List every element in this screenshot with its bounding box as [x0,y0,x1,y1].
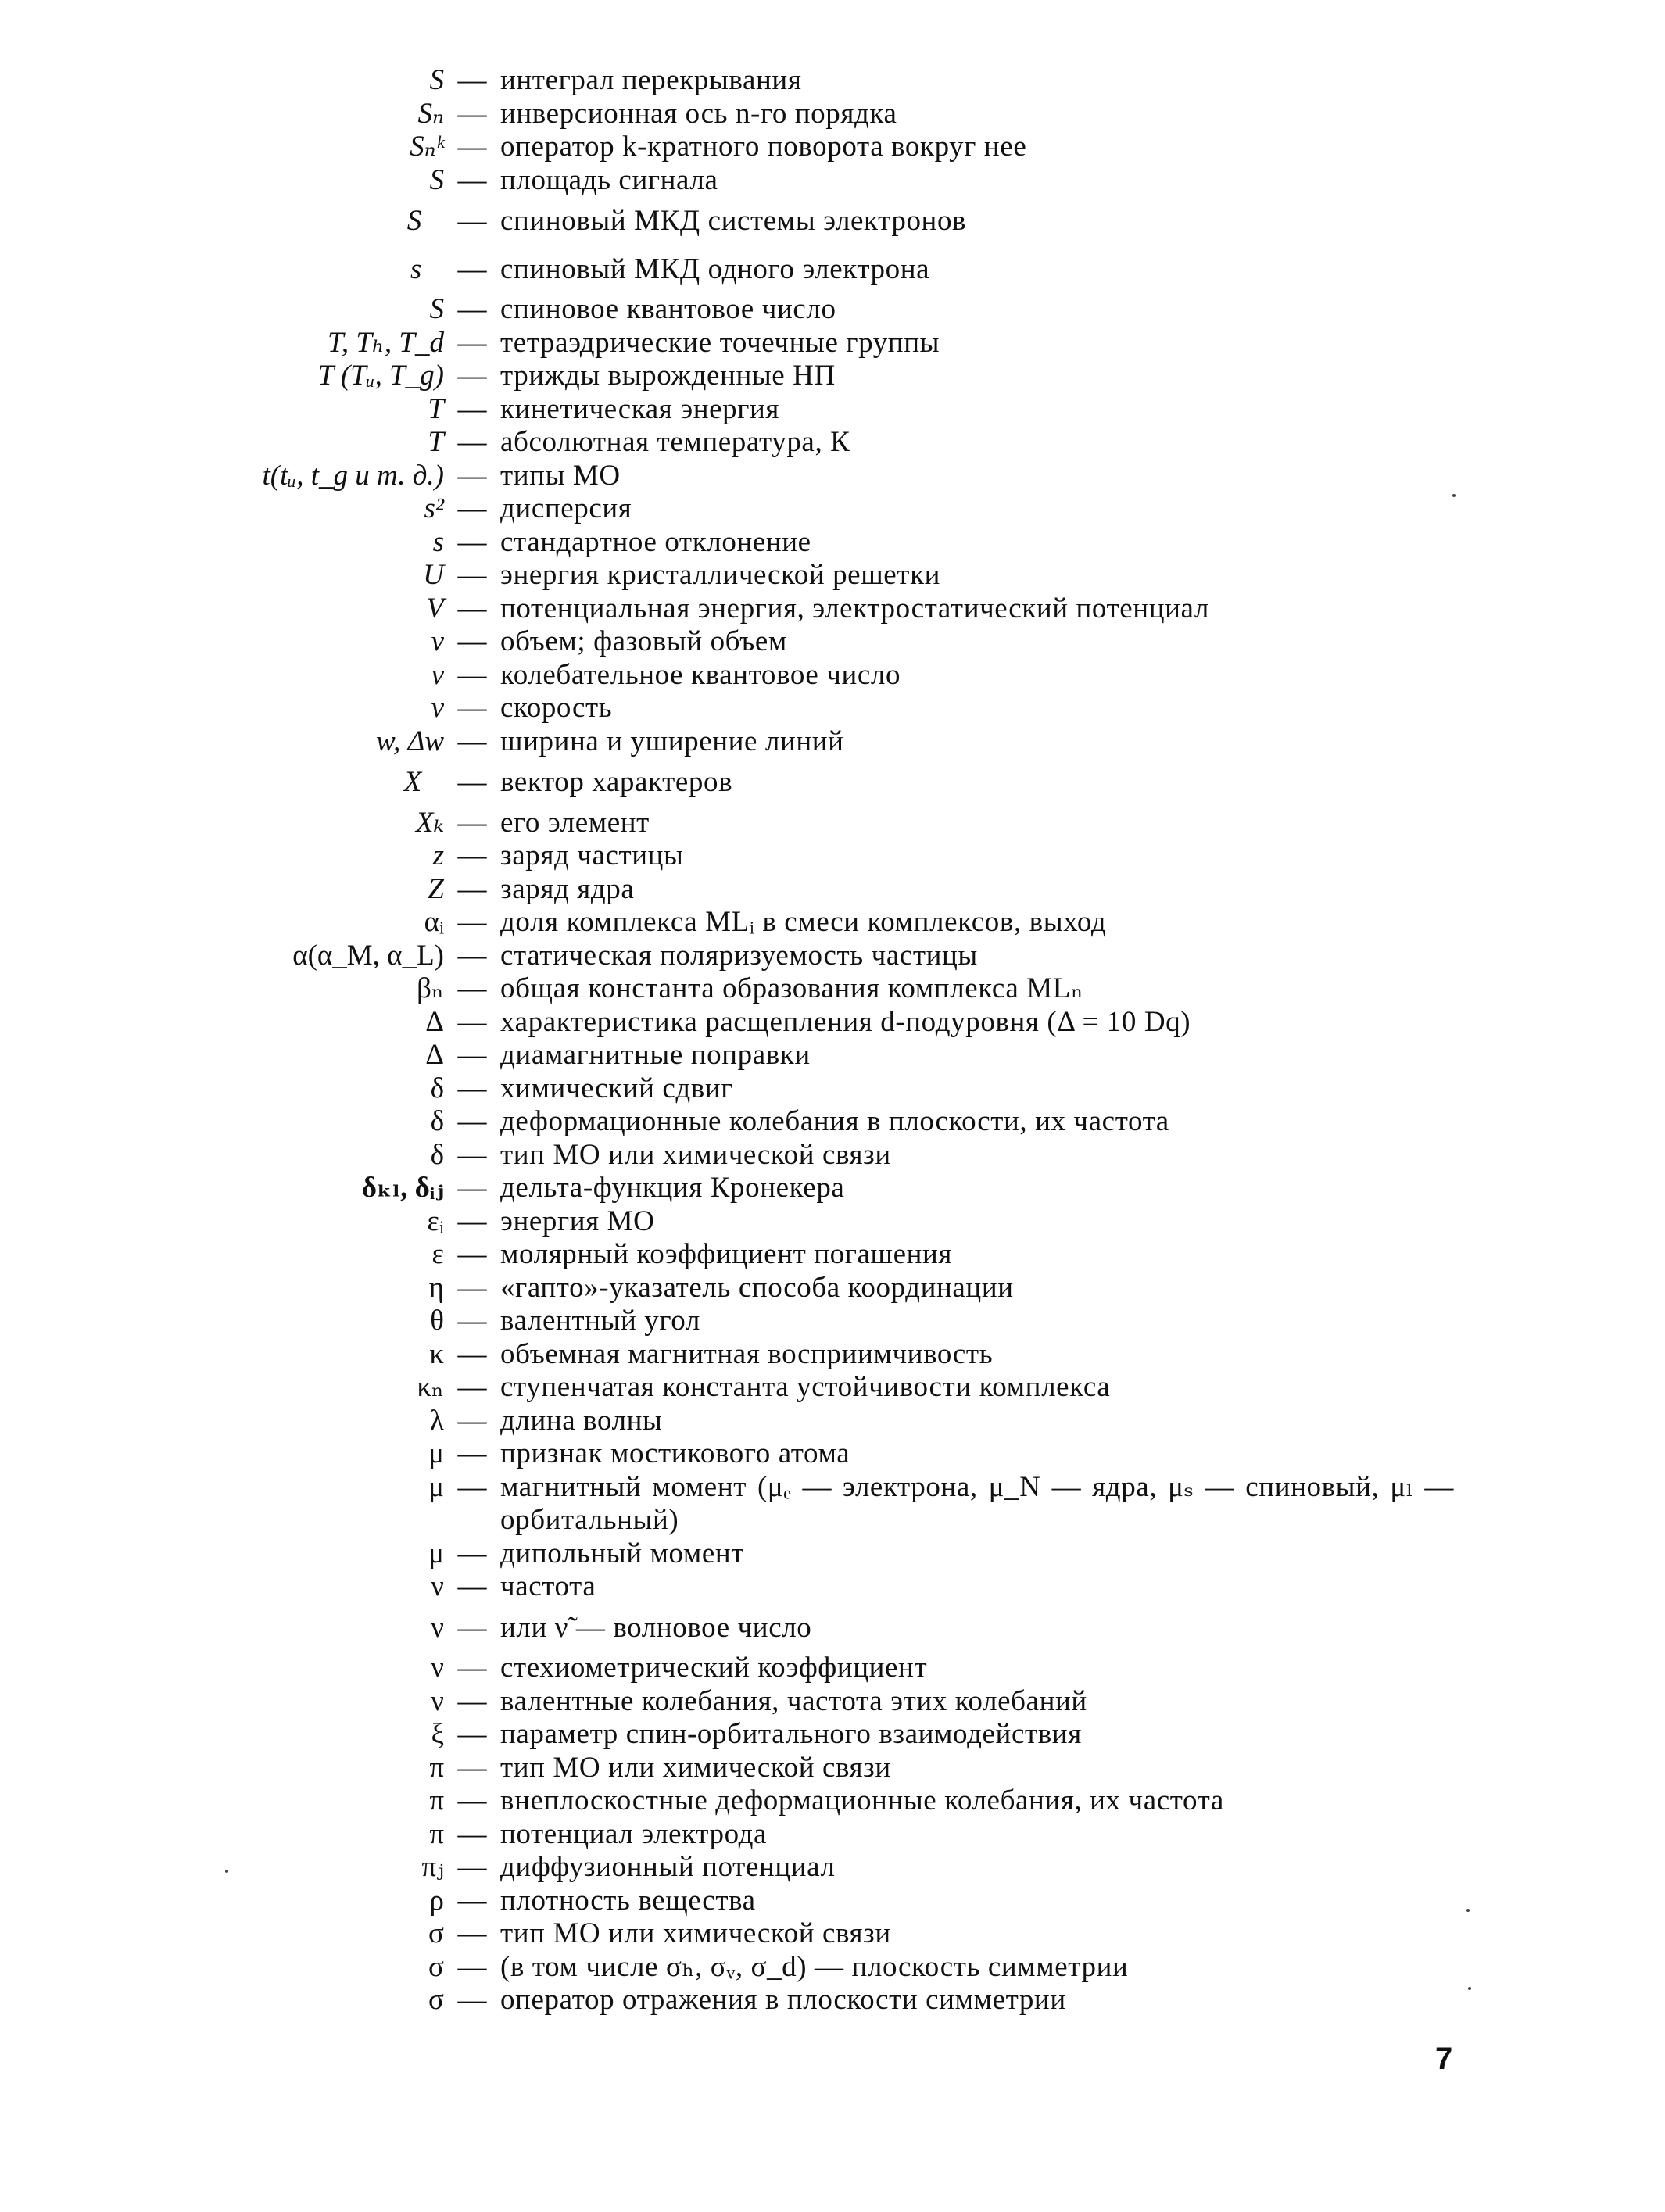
entry-symbol: π [429,1784,444,1816]
entry-symbol: S [429,64,444,96]
entry-description: энергия МО [500,1204,655,1237]
entry-description: объемная магнитная восприимчивость [500,1337,994,1370]
entry-symbol: ν [431,1652,444,1684]
entry-description: дипольный момент [500,1537,745,1570]
entry-symbol: σ [428,1950,444,1983]
entry-symbol: δ [430,1105,444,1137]
entry-description: площадь сигнала [500,163,718,196]
entry-row [0,426,1665,460]
entry-symbol: T, Tₕ, T_d [328,326,444,359]
entry-row [0,1139,1665,1172]
entry-description: статическая поляризуемость частицы [500,939,978,972]
entry-dash: — [457,205,487,237]
entry-dash: — [457,1537,487,1570]
entry-dash: — [457,872,487,905]
entry-description: потенциал электрода [500,1817,768,1850]
entry-dash: — [457,1950,487,1983]
entry-dash: — [457,1072,487,1104]
entry-symbol: δ [430,1138,444,1171]
entry-symbol: μ [428,1470,444,1503]
entry-row [0,1917,1665,1951]
entry-dash: — [457,1105,487,1137]
entry-row [0,1371,1665,1405]
entry-description: его элемент [500,806,650,839]
entry-description: интеграл перекрывания [500,64,802,96]
entry-row [0,492,1665,526]
page-number: 7 [1435,2042,1453,2076]
entry-symbol: μ [428,1437,444,1469]
entry-row [0,940,1665,973]
entry-dash: — [457,1884,487,1917]
entry-description: стехиометрический коэффициент [500,1652,928,1684]
entry-row [0,592,1665,626]
entry-symbol: θ [430,1305,444,1337]
entry-description: тип МО или химической связи [500,1751,891,1784]
entry-description: стандартное отклонение [500,525,811,558]
entry-dash: — [457,1005,487,1038]
entry-description: деформационные колебания в плоскости, их частота [500,1105,1169,1137]
entry-description: диффузионный потенциал [500,1851,836,1883]
entry-description: тип МО или химической связи [500,1917,891,1949]
entry-dash: — [457,1784,487,1816]
entry-symbol: Sₙ [417,97,444,130]
entry-dash: — [457,1817,487,1850]
entry-dash: — [457,459,487,492]
entry-dash: — [457,1684,487,1717]
entry-description: заряд частицы [500,839,684,872]
entry-symbol: s⃗ [410,252,444,285]
scan-speck [1466,1909,1470,1912]
entry-row [0,692,1665,725]
entry-dash: — [457,972,487,1004]
entry-dash: — [457,1305,487,1337]
entry-row [0,1884,1665,1918]
entry-description: признак мостикового атома [500,1437,850,1469]
scan-speck [225,1870,228,1873]
entry-row [0,245,1665,294]
entry-symbol: δₖₗ, δᵢⱼ [361,1172,444,1204]
entry-symbol: Sₙᵏ [410,131,444,163]
entry-symbol: π [429,1751,444,1784]
entry-description: энергия кристаллической решетки [500,559,941,591]
entry-description: ширина и уширение линий [500,725,844,757]
entry-symbol: X⃗ [403,766,444,798]
entry-symbol: Δ [425,1005,444,1038]
entry-row [0,1818,1665,1852]
entry-symbol: λ [430,1404,444,1437]
entry-description: колебательное квантовое число [500,658,901,691]
entry-description: длина волны [500,1404,663,1437]
entry-symbol: πⱼ [421,1851,444,1883]
entry-row [0,1537,1665,1571]
entry-symbol: ν [431,1570,444,1602]
entry-symbol: Xₖ [415,806,444,839]
entry-dash: — [457,1172,487,1204]
entry-dash: — [457,1238,487,1270]
entry-description: дельта-функция Кронекера [500,1172,845,1204]
entry-dash: — [457,658,487,691]
entry-dash: — [457,592,487,625]
entry-row [0,1305,1665,1338]
entry-dash: — [457,326,487,359]
entry-row [0,1984,1665,2017]
entry-row [0,1272,1665,1305]
entry-symbol: U [423,559,444,591]
entry-row [0,659,1665,693]
entry-symbol: V [426,592,444,625]
entry-dash: — [457,1371,487,1403]
entry-row [0,1718,1665,1752]
entry-symbol: δ [430,1072,444,1104]
entry-row [0,559,1665,592]
entry-symbol: S [429,293,444,325]
entry-row [0,1205,1665,1239]
entry-row [0,526,1665,560]
entry-symbol: S⃗ [406,205,444,237]
entry-row [0,1405,1665,1438]
entry-description: плотность вещества [500,1884,756,1917]
entry-description: диамагнитные поправки [500,1039,811,1071]
entry-row [0,725,1665,759]
entry-dash: — [457,492,487,524]
entry-description: спиновое квантовое число [500,293,836,325]
entry-row [0,1437,1665,1471]
entry-row [0,460,1665,493]
entry-description: общая константа образования комплекса MLₙ [500,972,1084,1004]
entry-description: дисперсия [500,492,632,524]
entry-description: трижды вырожденные НП [500,360,836,392]
entry-symbol: ν [431,1684,444,1717]
entry-symbol: s² [424,492,444,524]
entry-symbol: μ [428,1537,444,1570]
entry-dash: — [457,525,487,558]
entry-row [0,1784,1665,1818]
entry-symbol: σ [428,1917,444,1949]
entry-dash: — [457,1611,487,1644]
entry-description: (в том числе σₕ, σᵥ, σ_d) — плоскость симметрии [500,1950,1129,1983]
entry-description: кинетическая энергия [500,392,780,425]
entry-description: молярный коэффициент погашения [500,1238,953,1270]
entry-description: вектор характеров [500,766,733,798]
entry-dash: — [457,392,487,425]
entry-dash: — [457,1271,487,1304]
entry-description: тетраэдрические точечные группы [500,326,940,359]
entry-description: заряд ядра [500,872,635,905]
entry-description: скорость [500,692,613,724]
entry-symbol: η [428,1271,444,1304]
entry-row [0,1851,1665,1884]
entry-description: параметр спин-орбитального взаимодействия [500,1718,1082,1750]
entry-row [0,327,1665,360]
entry-description: инверсионная ось n-го порядка [500,97,897,130]
entry-row [0,1172,1665,1205]
entry-description: «гапто»-указатель способа координации [500,1271,1014,1304]
entry-dash: — [457,1984,487,2016]
symbol-list [0,64,1665,2017]
entry-description: спиновый МКД системы электронов [500,205,967,237]
entry-symbol: ξ [431,1718,444,1750]
entry-dash: — [457,559,487,591]
scan-speck [1468,1987,1471,1990]
entry-description: тип МО или химической связи [500,1138,891,1171]
entry-row [0,807,1665,840]
entry-symbol: v [431,692,444,724]
entry-dash: — [457,293,487,325]
entry-description: оператор k-кратного поворота вокруг нее [500,131,1027,163]
entry-row [0,873,1665,907]
entry-symbol: βₙ [417,972,444,1004]
entry-dash: — [457,163,487,196]
entry-dash: — [457,1470,487,1503]
entry-dash: — [457,360,487,392]
entry-dash: — [457,839,487,872]
entry-description: валентные колебания, частота этих колебаний [500,1684,1087,1717]
entry-dash: — [457,1851,487,1883]
entry-row [0,1951,1665,1985]
entry-symbol: ν [431,1611,444,1644]
entry-dash: — [457,252,487,285]
entry-row [0,393,1665,427]
entry-symbol: v [431,658,444,691]
entry-description: или ν̃ — волновое число [500,1611,812,1644]
entry-dash: — [457,131,487,163]
entry-dash: — [457,1718,487,1750]
entry-description: потенциальная энергия, электростатический потенциал [500,592,1209,625]
entry-dash: — [457,1652,487,1684]
entry-dash: — [457,1570,487,1602]
entry-dash: — [457,426,487,458]
entry-row [0,1471,1665,1537]
entry-dash: — [457,692,487,724]
entry-description: оператор отражения в плоскости симметрии [500,1984,1066,2016]
entry-row [0,164,1665,198]
entry-dash: — [457,906,487,938]
entry-dash: — [457,1437,487,1469]
entry-description: валентный угол [500,1305,700,1337]
entry-row [0,1006,1665,1040]
entry-row [0,1685,1665,1719]
entry-row [0,839,1665,873]
entry-row [0,197,1665,245]
entry-row [0,1752,1665,1785]
entry-row [0,1652,1665,1685]
entry-row [0,972,1665,1006]
entry-dash: — [457,1917,487,1949]
entry-row [0,625,1665,659]
entry-row [0,758,1665,807]
entry-symbol: αᵢ [424,906,444,938]
entry-row [0,1570,1665,1604]
entry-row [0,1105,1665,1139]
entry-dash: — [457,766,487,798]
entry-symbol: ε [431,1238,444,1270]
entry-row [0,906,1665,940]
entry-symbol: T [428,426,444,458]
entry-dash: — [457,1138,487,1171]
entry-row [0,293,1665,327]
entry-description: типы МО [500,459,621,492]
entry-symbol: κ [429,1337,444,1370]
entry-symbol: α(α_M, α_L) [292,939,444,972]
entry-dash: — [457,1751,487,1784]
entry-row [0,1238,1665,1272]
entry-description: ступенчатая константа устойчивости комплекса [500,1371,1111,1403]
entry-row [0,98,1665,131]
entry-row [0,1072,1665,1106]
entry-description: внеплоскостные деформационные колебания, их частота [500,1784,1224,1816]
entry-dash: — [457,1404,487,1437]
entry-dash: — [457,1337,487,1370]
entry-symbol: w, Δw [376,725,444,757]
entry-symbol: v [431,625,444,657]
entry-symbol: Δ [425,1039,444,1071]
entry-row [0,360,1665,393]
entry-dash: — [457,1204,487,1237]
entry-symbol: S [429,163,444,196]
entry-description: доля комплекса MLᵢ в смеси комплексов, выход [500,906,1107,938]
entry-dash: — [457,725,487,757]
entry-symbol: ρ [429,1884,444,1917]
entry-symbol: κₙ [417,1371,444,1403]
entry-row [0,1338,1665,1372]
entry-description: частота [500,1570,596,1602]
entry-symbol: Z [428,872,444,905]
entry-dash: — [457,1039,487,1071]
entry-symbol: π [429,1817,444,1850]
entry-row [0,131,1665,164]
entry-dash: — [457,97,487,130]
entry-row [0,1604,1665,1652]
entry-dash: — [457,806,487,839]
entry-description: абсолютная температура, К [500,426,850,458]
entry-row [0,1039,1665,1072]
entry-symbol: σ [428,1984,444,2016]
entry-description: объем; фазовый объем [500,625,787,657]
entry-dash: — [457,64,487,96]
entry-description: спиновый МКД одного электрона [500,252,930,285]
entry-description: магнитный момент (μₑ — электрона, μ_N — ядра, μₛ — спиновый, μₗ — орбитальный) [500,1470,1454,1536]
entry-symbol: t(tᵤ, t_g и т. д.) [262,459,444,492]
entry-dash: — [457,939,487,972]
entry-description: характеристика расщепления d-подуровня (Δ = 10 Dq) [500,1005,1191,1038]
entry-dash: — [457,625,487,657]
entry-symbol: εᵢ [427,1204,444,1237]
entry-row [0,64,1665,98]
entry-symbol: T (Tᵤ, T_g) [317,360,444,392]
entry-symbol: s [432,525,444,558]
entry-symbol: T [428,392,444,425]
scan-speck [1452,494,1456,497]
entry-symbol: z [432,839,444,872]
entry-description: химический сдвиг [500,1072,734,1104]
